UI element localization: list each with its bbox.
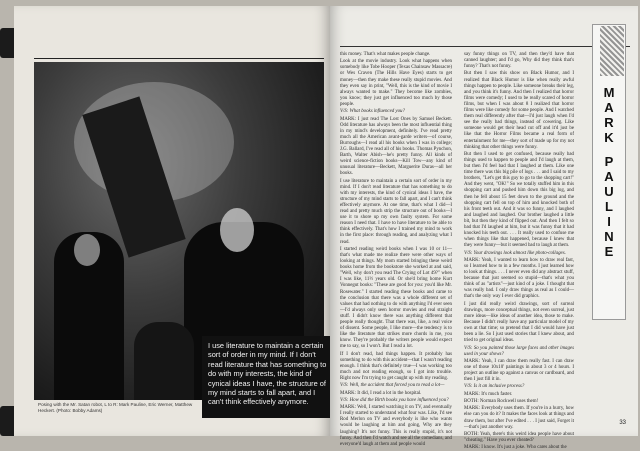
- paragraph: MARK: Well, I started watching it on TV, and eventually I really started to understand what four was. Like, I'd see Rod Merlon on TV and everybody is like who wants would be laughing at him and going, Why are they laughing? It's not funny. This is really stupid, it's not funny. And then I'd watch and see all the comedians, and everyone'd laugh at them and people would: [340, 405, 452, 447]
- name-letter: R: [604, 115, 614, 130]
- name-letter: L: [605, 199, 613, 214]
- name-letter: U: [604, 184, 614, 199]
- name-letter: A: [604, 169, 614, 184]
- question: V/S: Well, the accident that forced you to read a lot—: [340, 383, 445, 389]
- header-rule: [340, 46, 630, 47]
- paragraph: MARK: I just read The Lost Ones by Samuel Beckett. Odd literature has always been the most influential thing in my mind's development, definitely. I've read pretty much all the American avant-garde writers—of course, Burroughs—I read all his books when I was in college; J.G. Ballard, I've read all of his books. Thomas Pynchon, Barth, Walter Abish—he's pretty funny. All kinds of weird science-fiction books—Kill Tow—any kind of unusual literature—Beckett, Marguerite Duras—all her books.: [340, 116, 452, 177]
- top-rule: [34, 58, 324, 59]
- paragraph: But then I used to get confused, because really bad things used to happen to people and I'd laugh at them, but then I'd feel bad that I laughed at them. Like one time there was this big pile of logs . . . and I said to my brothers, "Let's get this guy to go to the shopping cart!" And they went, "OK!" So we totally stuffed him in this shopping cart and pushed him down this big log, and then he fell about 15 feet down to the ground and the shopping cart fell on top of him and knocked both of his front teeth out. And it was so funny, and I laughed and laughed and laughed. Our brother laughed a little bit, but then they kind of flipped out. And then I felt so bad that I'd laughed at him, but it was funny that it had knocked his teeth out. . . . It really used to confuse me when things like that happened, because I knew that they were funny—but it seemed bad to laugh at them.: [464, 151, 574, 249]
- question: V/S: What books influenced you?: [340, 109, 405, 115]
- question: V/S: Your drawings look almost like photo-collages.: [464, 250, 566, 256]
- paragraph: MARK: It's much faster.: [464, 391, 513, 397]
- name-letter: I: [607, 214, 611, 229]
- paragraph: I use literature to maintain a certain sort of order in my mind. If I don't read literature that has something to do with my interests, the kind of cynical ideas I have, the structure of my mind starts to fall apart, and I can't think effectively anymore. At one time, that's what I did—I read and pretty much strip the structure out of books—I use it to shore up my own faulty system. For some reason I need that. I have to have literature to be able to think effectively. That's how I trained my mind to work in the first place: through reading, and analyzing what I read.: [340, 178, 452, 245]
- page-number: 33: [619, 420, 626, 426]
- pull-quote: I use literature to maintain a certain sort of order in my mind. If I don't read literature that has something to do with my interests, the kind of cynical ideas I have, the structure of my mind starts to fall apart, and I can't think effectively anymore.: [202, 336, 334, 418]
- face-center: [220, 208, 254, 252]
- photo-caption: Posing with the Mr. Satan robot, L to R: Mark Pauline, Eric Werner, Matthew Heckert. (Photo: Bobby Adams): [38, 402, 193, 413]
- text-column-left: [340, 52, 452, 447]
- name-letter: M: [603, 85, 615, 100]
- name-letter: N: [604, 229, 614, 244]
- paragraph: MARK: Everybody uses them. If you're in a hurry, how else can you do it? It makes the faces look at things and draw them, but after I've edited . . . I just said, Forget it—that's just another way.: [464, 406, 574, 430]
- paragraph: BOTH: Yeah, there's this weird idea people have about "cheating." Have you ever cheated?: [464, 431, 574, 443]
- text-column-right: [464, 52, 574, 451]
- person-right-silhouette: [134, 322, 194, 400]
- name-letter: P: [604, 154, 614, 169]
- left-page: [14, 6, 330, 436]
- name-letter: A: [604, 100, 614, 115]
- paragraph: MARK: I know. It's just a joke. Who cares about the: [464, 445, 567, 451]
- name-letter: E: [604, 244, 614, 259]
- paragraph: I just did really weird drawings, sort of surreal drawings, more conceptual things, not even surreal, just more ideas—like ideas of another idea, those to make. Because I didn't really have any particular model of my own at that time; so pretend that I did would have just been a lie. So I just used stories that I knew about, and tried to get original ideas.: [464, 301, 574, 344]
- paragraph: But then I saw this show on Black Humor, and I realized that Black Humor is like when really awful things happen to people. Like someone breaks their leg, and you think it's funny. And then I realized that horror films were comedy; I used to be really scared of horror films, but when I was about 8 I realized that horror films were like comedy for some people. And I watched them real differently after that—I'd just laugh when I'd see the really bad things, instead of cowering. Like someone would get their head cut off and it'd just be like that the Horror Films became a real form of entertainment for me—they sort of made up for my not thinking that other things were funny.: [464, 71, 574, 150]
- question: V/S: Is it an inclusive process?: [464, 384, 525, 390]
- question: V/S: How did the Birth books you have influenced you?: [340, 397, 449, 403]
- paragraph: I started reading weird books when I was 10 or 11—that's what made me realize there were other ways of looking at things. My mom started bringing these weird books home from the bookstore she worked at and said, "Well, why don't you read The Crying of Lot 49?" when I was like, 11½ years old. Or she'd bring home Kurt Vonnegut books: "These are good for you: you'd like Mr. Rosewater." I started reading these books and came to the conclusion that there was a whole different set of values that had nothing to do with anything I'd ever seen—I'd always only seen horror movies and real straight stuff. I didn't know there was anything different that people really thought. That there was, like, a real voice of dissent. Some people, I like more—the tendency is to like the literature that strikes more chords in me, you know. They're probably the writers people would expect me to say, so I won't. But I read a lot.: [340, 246, 452, 350]
- paragraph: say funny things on TV, and then they'd have that canned laughter; and I'd go, Why did they think that's funny? That's not funny.: [464, 52, 574, 70]
- paragraph: MARK: Yeah, I wanted to learn how to draw real fast, so I learned how to in a few months. I just learned how to look at things. . . . I never even did any abstract stuff, because that just seemed so stupid—that's what you think of as "artists"—just kind of a joke. I thought that was really bad. I only draw things as real as I could—that's the only way I ever did graphics.: [464, 257, 574, 300]
- paragraph: Look at the movie industry. Look what happens when somebody like Tobe Hooper (Texas Chainsaw Massacre) or Wes Craven (The Hills Have Eyes) starts to get money—then they make these really stupid movies. And they even say in print, "Well, this is the kind of movie I always wanted to make." They become like zombies, you know; they just get influenced too much by those people.: [340, 59, 452, 107]
- right-page: [330, 6, 638, 451]
- decorative-pattern: [600, 26, 624, 76]
- paragraph: MARK: Yeah, I can draw them really fast. I can draw one of those 10x10' paintings in about 3 or 4 hours. I project an outline up against a canvas or cardboard, and then I just fill it in.: [464, 358, 574, 383]
- face-left: [74, 234, 100, 266]
- name-letter: K: [604, 130, 614, 145]
- magazine-spread: [14, 6, 638, 451]
- question: V/S: So you painted those large faces and other images used in your shows?: [464, 345, 574, 357]
- paragraph: If I don't read, bad things happen. It probably has something to do with this accident—that I wasn't reading enough. I think that's definitely true—I was working too much and not reading enough, so I got into trouble. Right now I'm trying to get caught up with my reading.: [340, 351, 452, 381]
- paragraph: MARK: It did, I read a lot in the hospital.: [340, 390, 422, 396]
- paragraph: this money. That's what makes people change.: [340, 52, 431, 57]
- paragraph: BOTH: Norman Rockwell uses them!: [464, 399, 539, 405]
